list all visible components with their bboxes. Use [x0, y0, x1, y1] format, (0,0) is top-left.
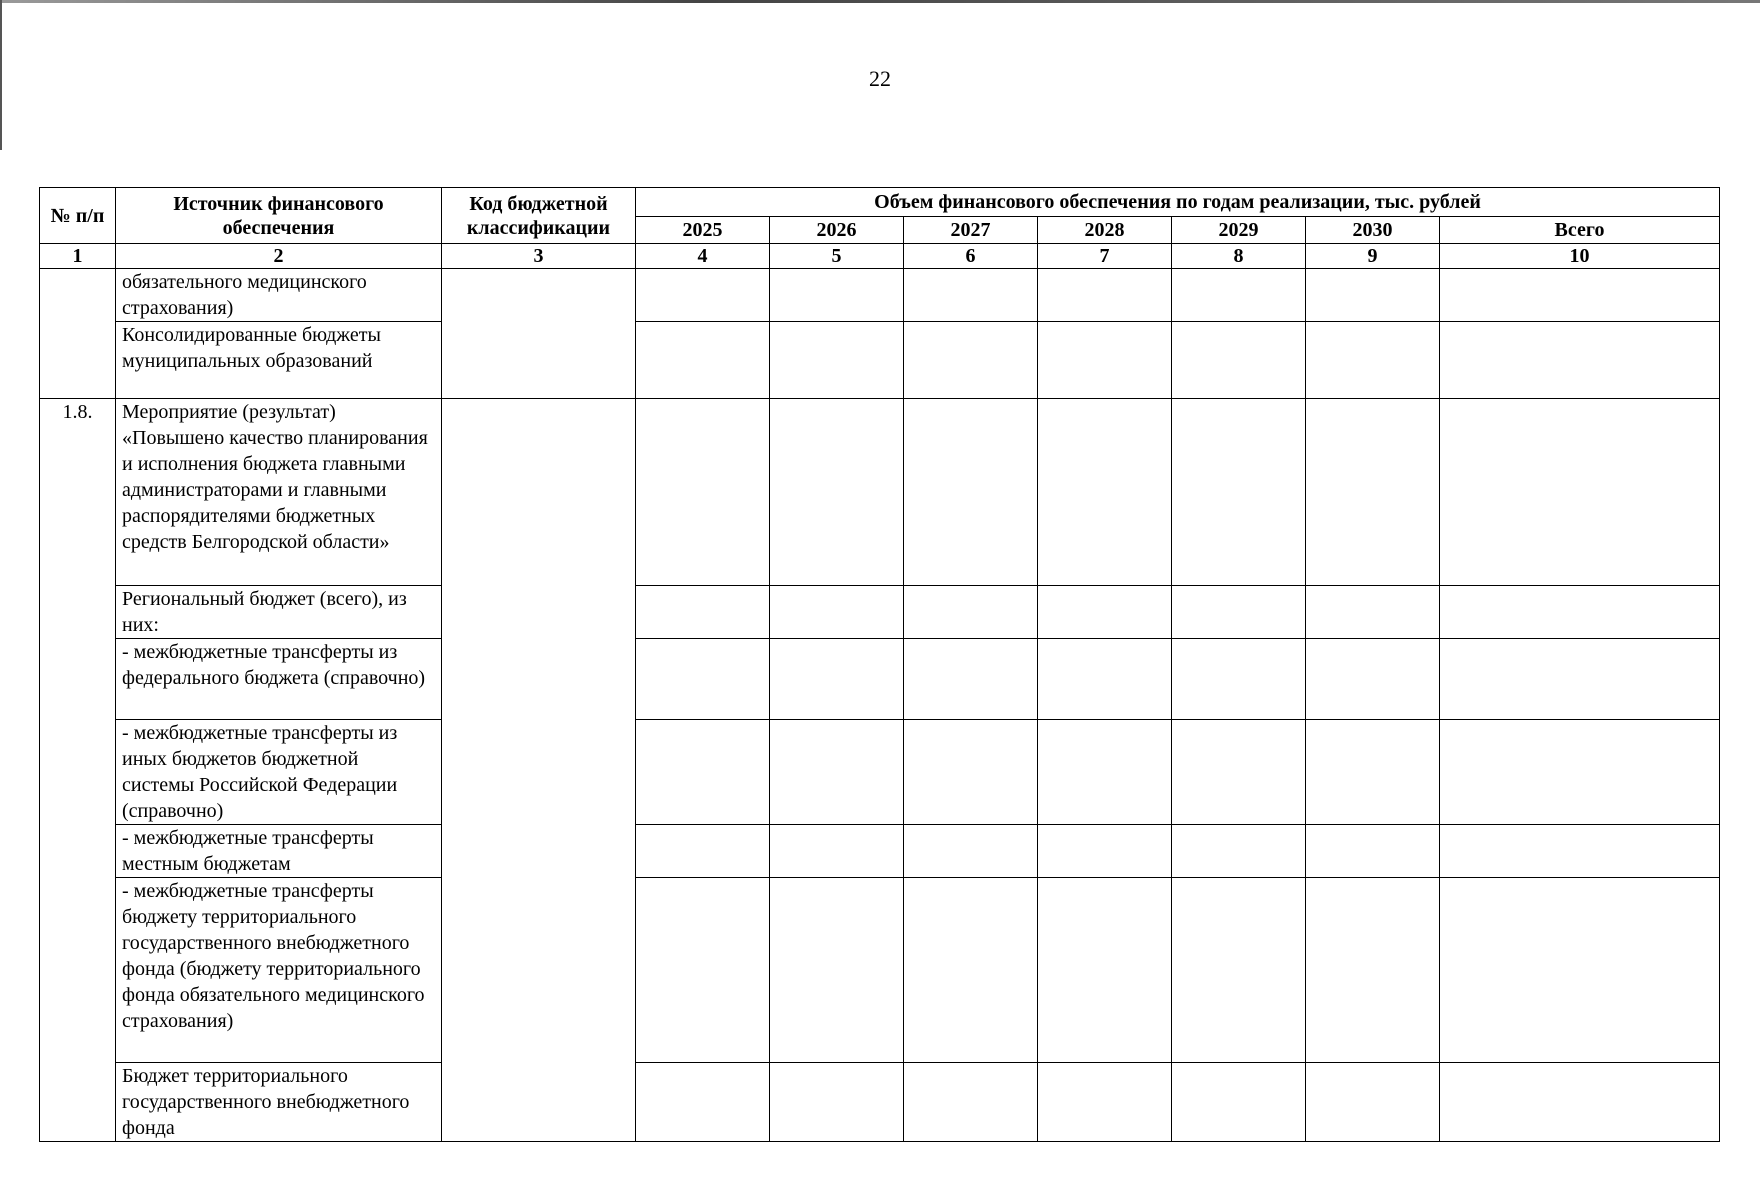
- value-cell: [1172, 269, 1306, 322]
- value-cell: [636, 322, 770, 399]
- value-cell: [636, 825, 770, 878]
- value-cell: [636, 269, 770, 322]
- value-cell: [1440, 1063, 1720, 1142]
- value-cell: [636, 878, 770, 1063]
- value-cell: [1172, 639, 1306, 720]
- row-source: Региональный бюджет (всего), из них:: [116, 586, 442, 639]
- value-cell: [1306, 639, 1440, 720]
- column-index: 10: [1440, 244, 1720, 269]
- column-index: 9: [1306, 244, 1440, 269]
- value-cell: [636, 1063, 770, 1142]
- row-num: 1.8.: [40, 399, 116, 1142]
- value-cell: [1306, 1063, 1440, 1142]
- column-index-row: [40, 244, 1720, 269]
- value-cell: [1172, 720, 1306, 825]
- value-cell: [1306, 269, 1440, 322]
- column-index: 5: [770, 244, 904, 269]
- column-index: 2: [116, 244, 442, 269]
- row-num: [40, 269, 116, 399]
- row-source: Бюджет территориального государственного внебюджетного фонда: [116, 1063, 442, 1142]
- value-cell: [1306, 586, 1440, 639]
- column-index: 6: [904, 244, 1038, 269]
- value-cell: [636, 720, 770, 825]
- header-code: Код бюджетной классификации: [442, 188, 636, 244]
- row-source: обязательного медицинского страхования): [116, 269, 442, 322]
- value-cell: [770, 825, 904, 878]
- value-cell: [904, 1063, 1038, 1142]
- value-cell: [770, 269, 904, 322]
- value-cell: [1038, 399, 1172, 586]
- value-cell: [1440, 825, 1720, 878]
- table-row: [40, 825, 1720, 878]
- table-row: [40, 1063, 1720, 1142]
- value-cell: [770, 639, 904, 720]
- column-index: 8: [1172, 244, 1306, 269]
- value-cell: [904, 322, 1038, 399]
- value-cell: [770, 1063, 904, 1142]
- header-volume: Объем финансового обеспечения по годам реализации, тыс. рублей: [636, 188, 1720, 217]
- value-cell: [770, 399, 904, 586]
- value-cell: [1440, 269, 1720, 322]
- value-cell: [1440, 878, 1720, 1063]
- header-source: Источник финансового обеспечения: [116, 188, 442, 244]
- table-row: [40, 720, 1720, 825]
- value-cell: [1440, 639, 1720, 720]
- value-cell: [904, 269, 1038, 322]
- value-cell: [1306, 878, 1440, 1063]
- page-number: 22: [869, 66, 891, 91]
- row-source: - межбюджетные трансферты бюджету территориального государственного внебюджетного фонда (бюджету территориального фонда обязательного медицинского страхования): [116, 878, 442, 1063]
- value-cell: [1172, 1063, 1306, 1142]
- value-cell: [770, 878, 904, 1063]
- scan-edge-top: [0, 0, 1760, 3]
- row-code-cell: [442, 269, 636, 399]
- value-cell: [636, 639, 770, 720]
- value-cell: [1038, 269, 1172, 322]
- column-index: 4: [636, 244, 770, 269]
- value-cell: [1038, 1063, 1172, 1142]
- table-row: [40, 878, 1720, 1063]
- value-cell: [1038, 878, 1172, 1063]
- table-row: [40, 269, 1720, 322]
- column-index: 3: [442, 244, 636, 269]
- row-source: - межбюджетные трансферты из иных бюджетов бюджетной системы Российской Федерации (справочно): [116, 720, 442, 825]
- value-cell: [1038, 322, 1172, 399]
- financing-table: [39, 187, 1720, 1142]
- header-year: 2028: [1038, 217, 1172, 244]
- value-cell: [770, 586, 904, 639]
- value-cell: [636, 586, 770, 639]
- table-row: [40, 322, 1720, 399]
- value-cell: [770, 322, 904, 399]
- header-year: 2025: [636, 217, 770, 244]
- value-cell: [904, 639, 1038, 720]
- value-cell: [1038, 825, 1172, 878]
- table-row: [40, 639, 1720, 720]
- header-row-1: [40, 188, 1720, 217]
- column-index: 7: [1038, 244, 1172, 269]
- table-row: [40, 586, 1720, 639]
- value-cell: [636, 399, 770, 586]
- value-cell: [1172, 825, 1306, 878]
- row-source: - межбюджетные трансферты из федерального бюджета (справочно): [116, 639, 442, 720]
- header-num: № п/п: [40, 188, 116, 244]
- value-cell: [1172, 586, 1306, 639]
- value-cell: [904, 586, 1038, 639]
- value-cell: [1172, 399, 1306, 586]
- value-cell: [1038, 720, 1172, 825]
- value-cell: [1306, 322, 1440, 399]
- value-cell: [904, 825, 1038, 878]
- row-code-cell: [442, 399, 636, 1142]
- value-cell: [1440, 399, 1720, 586]
- header-year: 2030: [1306, 217, 1440, 244]
- value-cell: [1306, 720, 1440, 825]
- value-cell: [1306, 399, 1440, 586]
- header-year: 2029: [1172, 217, 1306, 244]
- value-cell: [1172, 878, 1306, 1063]
- header-year: 2026: [770, 217, 904, 244]
- value-cell: [904, 720, 1038, 825]
- value-cell: [1440, 720, 1720, 825]
- value-cell: [904, 399, 1038, 586]
- table-row: [40, 399, 1720, 586]
- value-cell: [1038, 639, 1172, 720]
- header-total: Всего: [1440, 217, 1720, 244]
- column-index: 1: [40, 244, 116, 269]
- row-source: - межбюджетные трансферты местным бюджетам: [116, 825, 442, 878]
- value-cell: [1038, 586, 1172, 639]
- value-cell: [904, 878, 1038, 1063]
- value-cell: [1440, 322, 1720, 399]
- value-cell: [1306, 825, 1440, 878]
- value-cell: [770, 720, 904, 825]
- row-source: Консолидированные бюджеты муниципальных образований: [116, 322, 442, 399]
- value-cell: [1172, 322, 1306, 399]
- value-cell: [1440, 586, 1720, 639]
- header-year: 2027: [904, 217, 1038, 244]
- row-source: Мероприятие (результат) «Повышено качество планирования и исполнения бюджета главными администраторами и главными распорядителями бюджетных средств Белгородской области»: [116, 399, 442, 586]
